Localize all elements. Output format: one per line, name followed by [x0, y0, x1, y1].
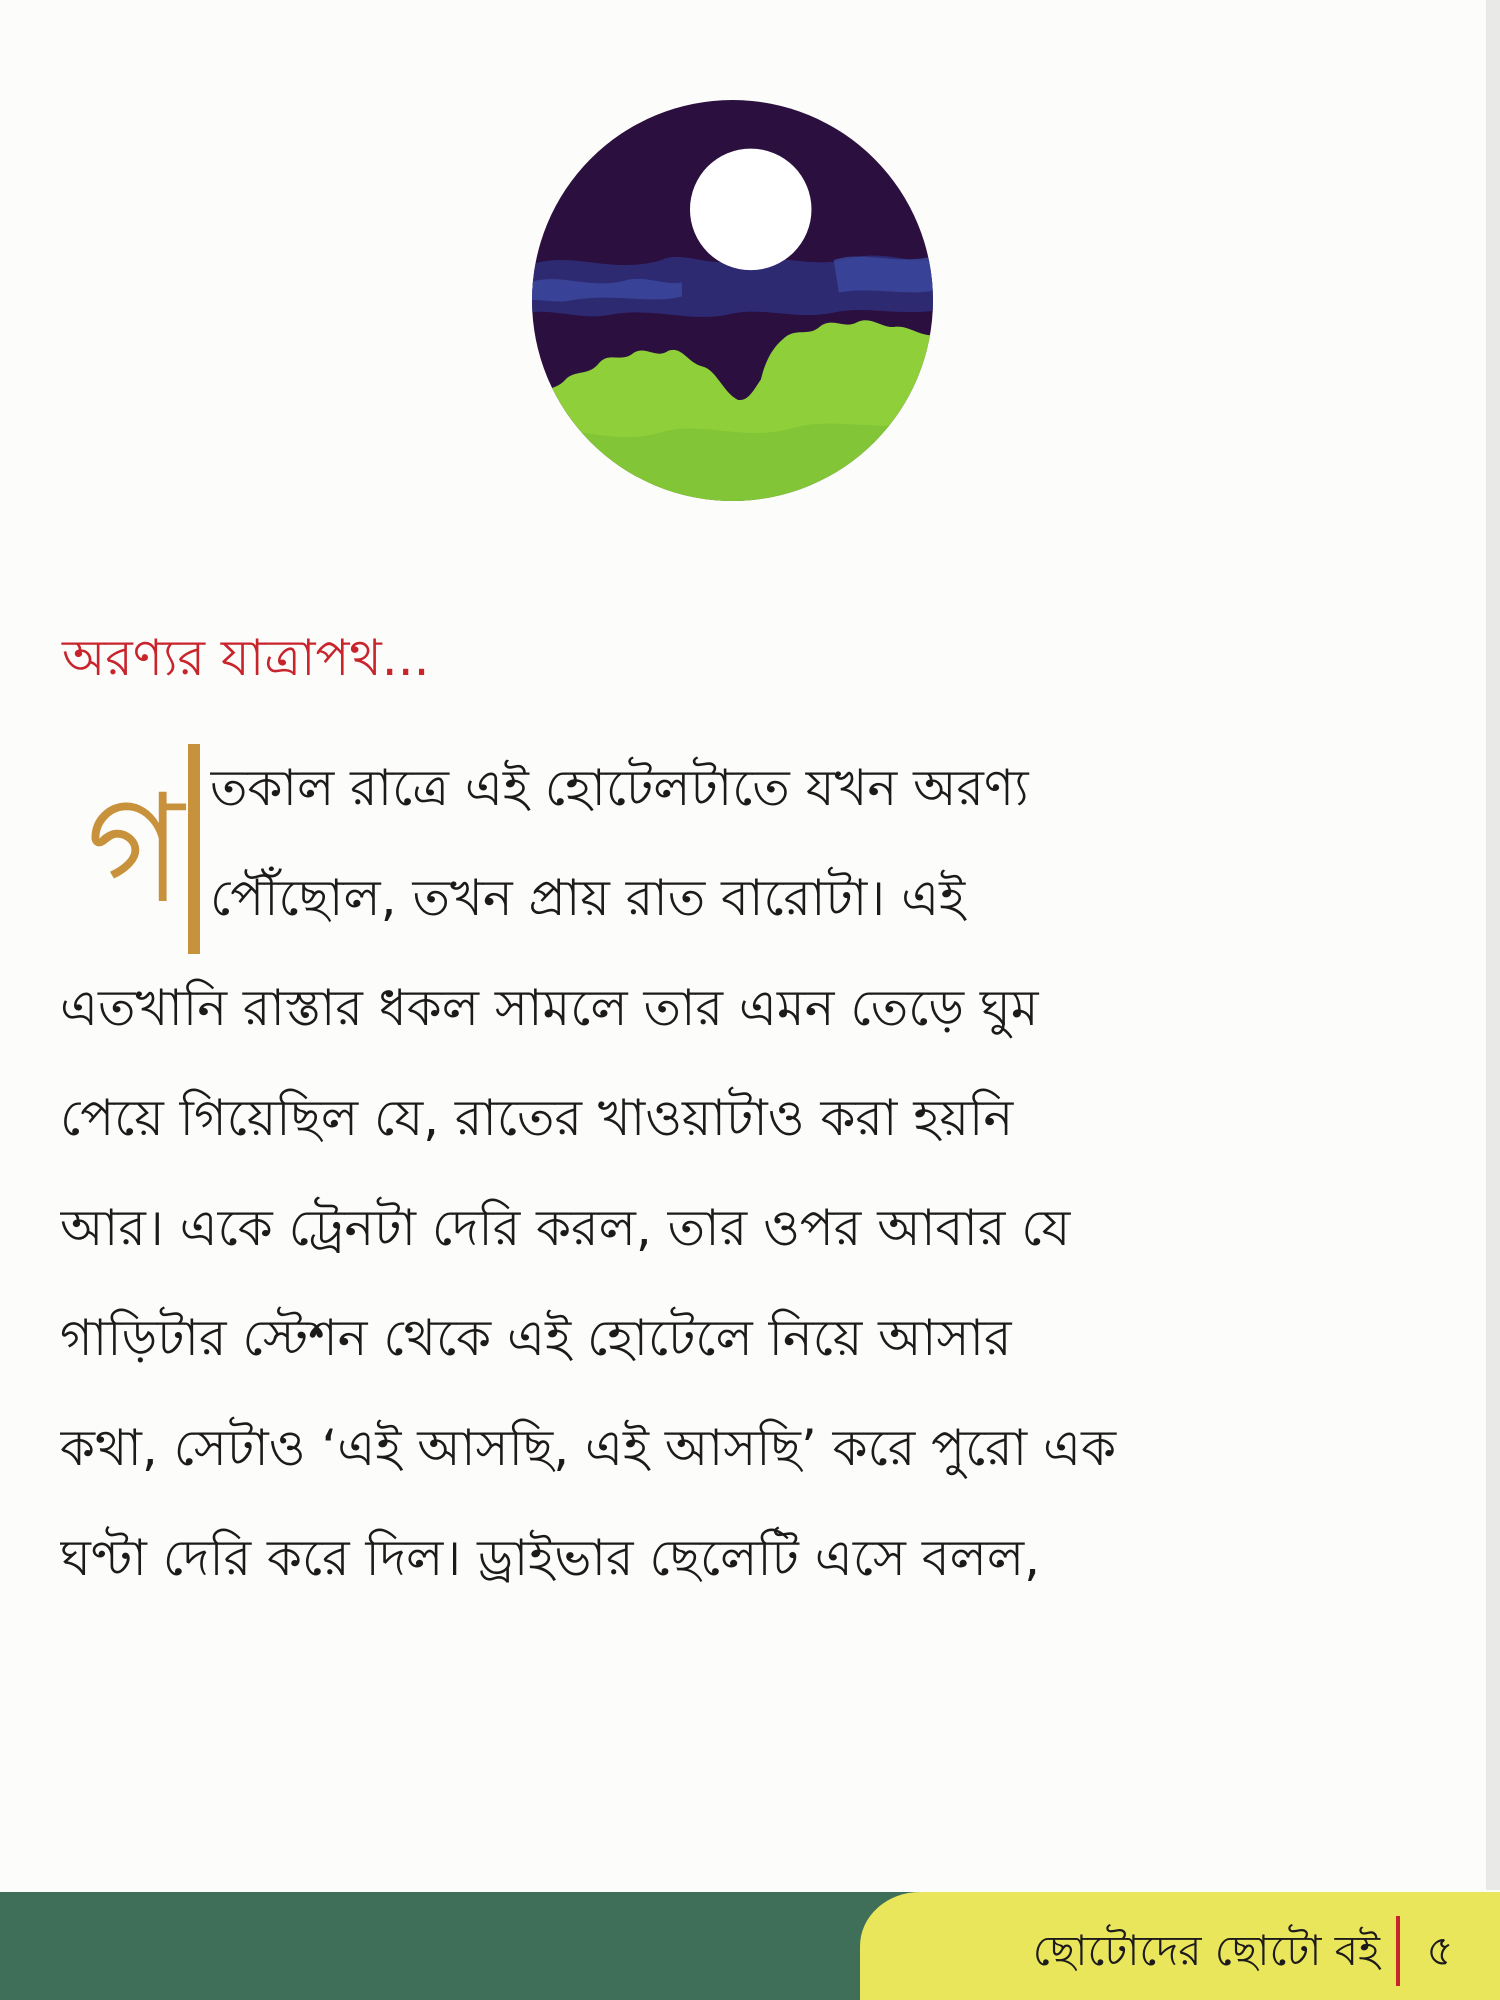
- paragraph-line: তকাল রাত্রে এই হোটেলটাতে যখন অরণ্য: [210, 759, 1029, 817]
- page-edge: [1486, 0, 1500, 1890]
- paragraph-line: পেয়ে গিয়েছিল যে, রাতের খাওয়াটাও করা হয়নি: [60, 1089, 1014, 1147]
- paragraph-line: আর। একে ট্রেনটা দেরি করল, তার ওপর আবার যে: [60, 1199, 1071, 1257]
- book-title: ছোটোদের ছোটো বই: [1032, 1926, 1380, 1975]
- footer-divider: [1396, 1916, 1400, 1986]
- footer-band: [0, 1892, 1500, 2000]
- moon-over-trees-icon: [530, 98, 935, 503]
- paragraph-line: কথা, সেটাও ‘এই আসছি, এই আসছি’ করে পুরো এক: [60, 1419, 1117, 1477]
- page-number: ৫: [1426, 1926, 1454, 1975]
- paragraph-line: গাড়িটার স্টেশন থেকে এই হোটেলে নিয়ে আসার: [60, 1309, 1012, 1367]
- cloud-right: [834, 256, 935, 292]
- drop-cap-letter: গ: [85, 763, 185, 937]
- paragraph-line: ঘণ্টা দেরি করে দিল। ড্রাইভার ছেলেটি এসে বলল,: [60, 1529, 1041, 1587]
- moon: [690, 149, 812, 271]
- chapter-title: অরণ্যর যাত্রাপথ...: [62, 629, 430, 687]
- drop-cap: [60, 740, 210, 960]
- paragraph-line: এতখানি রাস্তার ধকল সামলে তার এমন তেড়ে ঘুম: [60, 979, 1039, 1037]
- paragraph-line: পৌঁছোল, তখন প্রায় রাত বারোটা। এই: [210, 869, 966, 927]
- drop-cap-bar: [188, 744, 200, 954]
